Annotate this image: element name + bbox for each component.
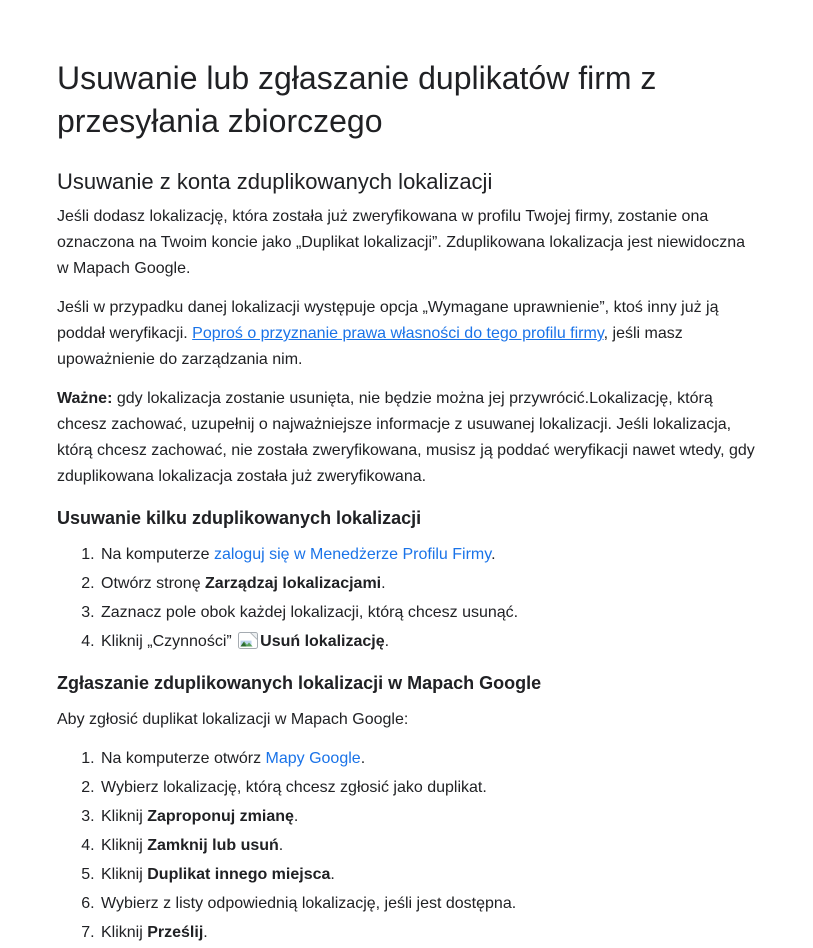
step-text: Kliknij (101, 866, 148, 883)
step-text: Kliknij (101, 837, 148, 854)
paragraph-important-note (57, 386, 757, 490)
paragraph-duplicate-marking (57, 204, 757, 282)
step-bold-text: Prześlij (147, 924, 204, 941)
list-item (99, 542, 757, 568)
claim-ownership-link[interactable]: Poproś o przyznanie prawa własności do tego profilu firmy (192, 325, 604, 342)
business-profile-manager-login-link[interactable]: zaloguj się w Menedżerze Profilu Firmy (213, 546, 492, 563)
list-item (99, 891, 757, 917)
list-item (99, 629, 757, 655)
step-text: . (384, 633, 390, 650)
step-text: . (203, 924, 208, 941)
section-heading-remove-duplicates-from-account: Usuwanie z konta zduplikowanych lokalizacji (57, 169, 493, 194)
step-bold-text: Duplikat innego miejsca (147, 866, 331, 883)
step-text: Wybierz lokalizację, którą chcesz zgłosić jako duplikat. (101, 779, 487, 796)
important-label: Ważne: (57, 390, 113, 407)
step-text: Na komputerze (101, 546, 214, 563)
step-text: . (381, 575, 386, 592)
section-heading-report-duplicates-maps: Zgłaszanie zduplikowanych lokalizacji w Mapach Google (57, 673, 542, 693)
step-text: . (293, 808, 299, 825)
step-bold-text: Zamknij lub usuń (147, 837, 279, 854)
paragraph-text: Jeśli dodasz lokalizację, która została już zweryfikowana w profilu Twojej firmy, zostanie ona oznaczona na Twoim koncie jako „Duplikat lokalizacji”. Zduplikowana lokalizacja jest niewidoczna w Mapach Google. (57, 208, 746, 277)
image-placeholder-icon (238, 632, 258, 649)
list-item (99, 775, 757, 801)
step-text: Kliknij (101, 924, 148, 941)
step-text: Zaznacz pole obok każdej lokalizacji, którą chcesz usunąć. (101, 604, 519, 621)
step-text: Na komputerze otwórz (101, 750, 266, 767)
list-item (99, 804, 757, 830)
paragraph-ownership (57, 295, 757, 373)
paragraph-report-intro (57, 707, 757, 733)
list-item (99, 600, 757, 626)
list-item (99, 862, 757, 888)
paragraph-text: Jeśli w przypadku danej lokalizacji występuje opcja „Wymagane uprawnienie”, ktoś inny już ją poddał weryfikacji. (57, 299, 719, 342)
section-heading-remove-multiple: Usuwanie kilku zduplikowanych lokalizacji (57, 508, 422, 528)
step-text: . (330, 866, 335, 883)
list-item (99, 920, 757, 946)
step-text: Kliknij „Czynności” (101, 633, 237, 650)
step-bold-text: Usuń lokalizację (260, 633, 385, 650)
step-text: . (491, 546, 496, 563)
article-content (57, 57, 757, 946)
paragraph-text: , jeśli masz upoważnienie do zarządzania nim. (57, 325, 683, 368)
step-text: . (278, 837, 284, 854)
step-text: Kliknij (101, 808, 148, 825)
step-bold-text: Zarządzaj lokalizacjami (205, 575, 382, 592)
paragraph-text: Aby zgłosić duplikat lokalizacji w Mapach Google: (57, 711, 409, 728)
step-text: Otwórz stronę (101, 575, 206, 592)
list-item (99, 571, 757, 597)
page-title: Usuwanie lub zgłaszanie duplikatów firm z przesyłania zbiorczego (57, 60, 657, 139)
step-bold-text: Zaproponuj zmianę (147, 808, 294, 825)
step-text: . (360, 750, 366, 767)
step-text: Wybierz z listy odpowiednią lokalizację, jeśli jest dostępna. (101, 895, 517, 912)
list-item (99, 746, 757, 772)
google-maps-link[interactable]: Mapy Google (265, 750, 361, 767)
paragraph-text: gdy lokalizacja zostanie usunięta, nie będzie można jej przywrócić.Lokalizację, którą chcesz zachować, uzupełnij o najważniejsze informacje z usuwanej lokalizacji. Jeśli lokalizacja, którą chcesz zachować, nie została zweryfikowana, musisz ją poddać weryfikacji nawet wtedy, gdy zduplikowana lokalizacja została już zweryfikowana. (57, 390, 755, 485)
steps-list-report-duplicate (57, 746, 757, 946)
steps-list-remove-locations (57, 542, 757, 655)
list-item (99, 833, 757, 859)
